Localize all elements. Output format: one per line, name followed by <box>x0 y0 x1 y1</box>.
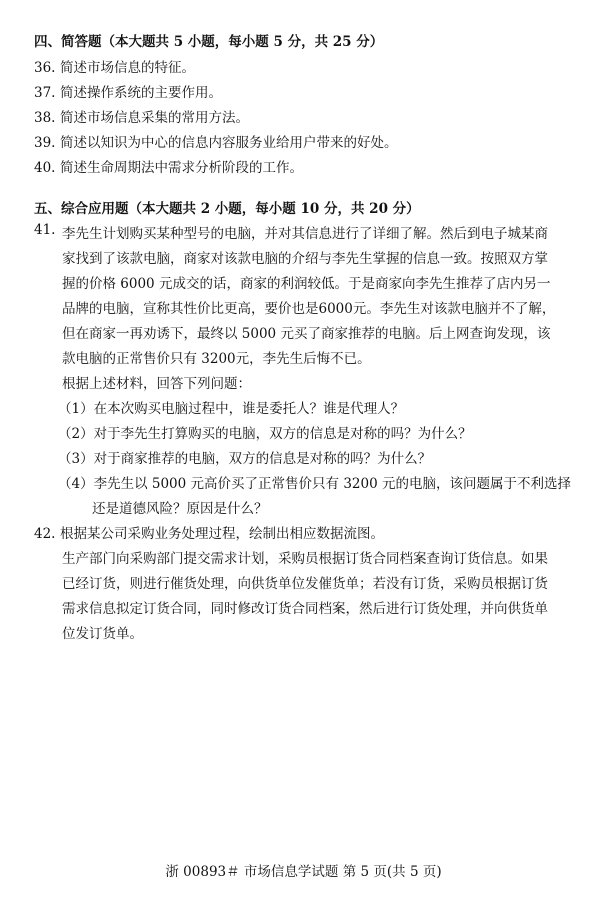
question-text: 简述生命周期法中需求分析阶段的工作。 <box>60 160 303 176</box>
question-38 <box>34 106 577 126</box>
q41-line-2: 家找到了该款电脑，商家对该款电脑的介绍与李先生掌握的信息一致。按照双方掌 <box>62 251 548 267</box>
q41-sub-3: （3）对于商家推荐的电脑，双方的信息是对称的吗？为什么？ <box>58 451 432 467</box>
q41-sub-4: （4）李先生以 5000 元高价买了正常售价只有 3200 元的电脑，该问题属于不利选择 <box>58 476 571 492</box>
question-number: 40. <box>34 160 56 176</box>
q42-line-2: 已经订货，则进行催货处理，向供货单位发催货单；若没有订货，采购员根据订货 <box>62 576 548 592</box>
question-39 <box>34 131 577 151</box>
q41-line-5: 但在商家一再劝诱下，最终以 5000 元买了商家推荐的电脑。后上网查询发现，该 <box>62 326 551 342</box>
q42-line-4: 位发订货单。 <box>62 626 143 642</box>
question-text: 简述操作系统的主要作用。 <box>60 85 222 101</box>
question-40 <box>34 156 577 176</box>
q42-line-1: 生产部门向采购部门提交需求计划，采购员根据订货合同档案查询订货信息。如果 <box>62 551 548 567</box>
question-number: 42. <box>34 526 56 542</box>
q41-sub-1: （1）在本次购买电脑过程中，谁是委托人？谁是代理人？ <box>58 401 405 417</box>
q41-line-3: 握的价格 6000 元成交的话，商家的利润较低。于是商家向李先生推荐了店内另一 <box>62 276 551 292</box>
question-text: 简述市场信息采集的常用方法。 <box>60 110 249 126</box>
question-text: 简述市场信息的特征。 <box>60 60 195 76</box>
question-text: 简述以知识为中心的信息内容服务业给用户带来的好处。 <box>60 135 398 151</box>
q41-prompt: 根据上述材料，回答下列问题： <box>62 376 251 392</box>
q42-line-3: 需求信息拟定订货合同，同时修改订货合同档案，然后进行订货处理，并向供货单 <box>62 601 548 617</box>
q41-line-4: 品牌的电脑，宣称其性价比更高，要价也是6000元。李先生对该款电脑并不了解， <box>62 301 556 317</box>
question-37 <box>34 81 577 101</box>
question-number: 37. <box>34 85 56 101</box>
question-number: 38. <box>34 110 56 126</box>
q41-line-1: 李先生计划购买某种型号的电脑，并对其信息进行了详细了解。然后到电子城某商 <box>62 226 548 242</box>
q41-sub-4-continued: 还是道德风险？原因是什么？ <box>92 501 268 517</box>
question-36 <box>34 56 577 76</box>
question-number: 39. <box>34 135 56 151</box>
question-text: 根据某公司采购业务处理过程，绘制出相应数据流图。 <box>60 526 384 542</box>
question-42 <box>34 522 577 542</box>
section-4-title: 四、简答题（本大题共 5 小题，每小题 5 分，共 25 分） <box>34 34 384 50</box>
section-5-title: 五、综合应用题（本大题共 2 小题，每小题 10 分，共 20 分） <box>34 201 420 217</box>
page-footer: 浙 00893＃ 市场信息学试题 第 5 页(共 5 页) <box>165 864 442 880</box>
question-number: 41. <box>34 222 56 238</box>
question-number: 36. <box>34 60 56 76</box>
q41-line-6: 款电脑的正常售价只有 3200元，李先生后悔不已。 <box>62 351 371 367</box>
q41-sub-2: （2）对于李先生打算购买的电脑，双方的信息是对称的吗？为什么？ <box>58 426 472 442</box>
